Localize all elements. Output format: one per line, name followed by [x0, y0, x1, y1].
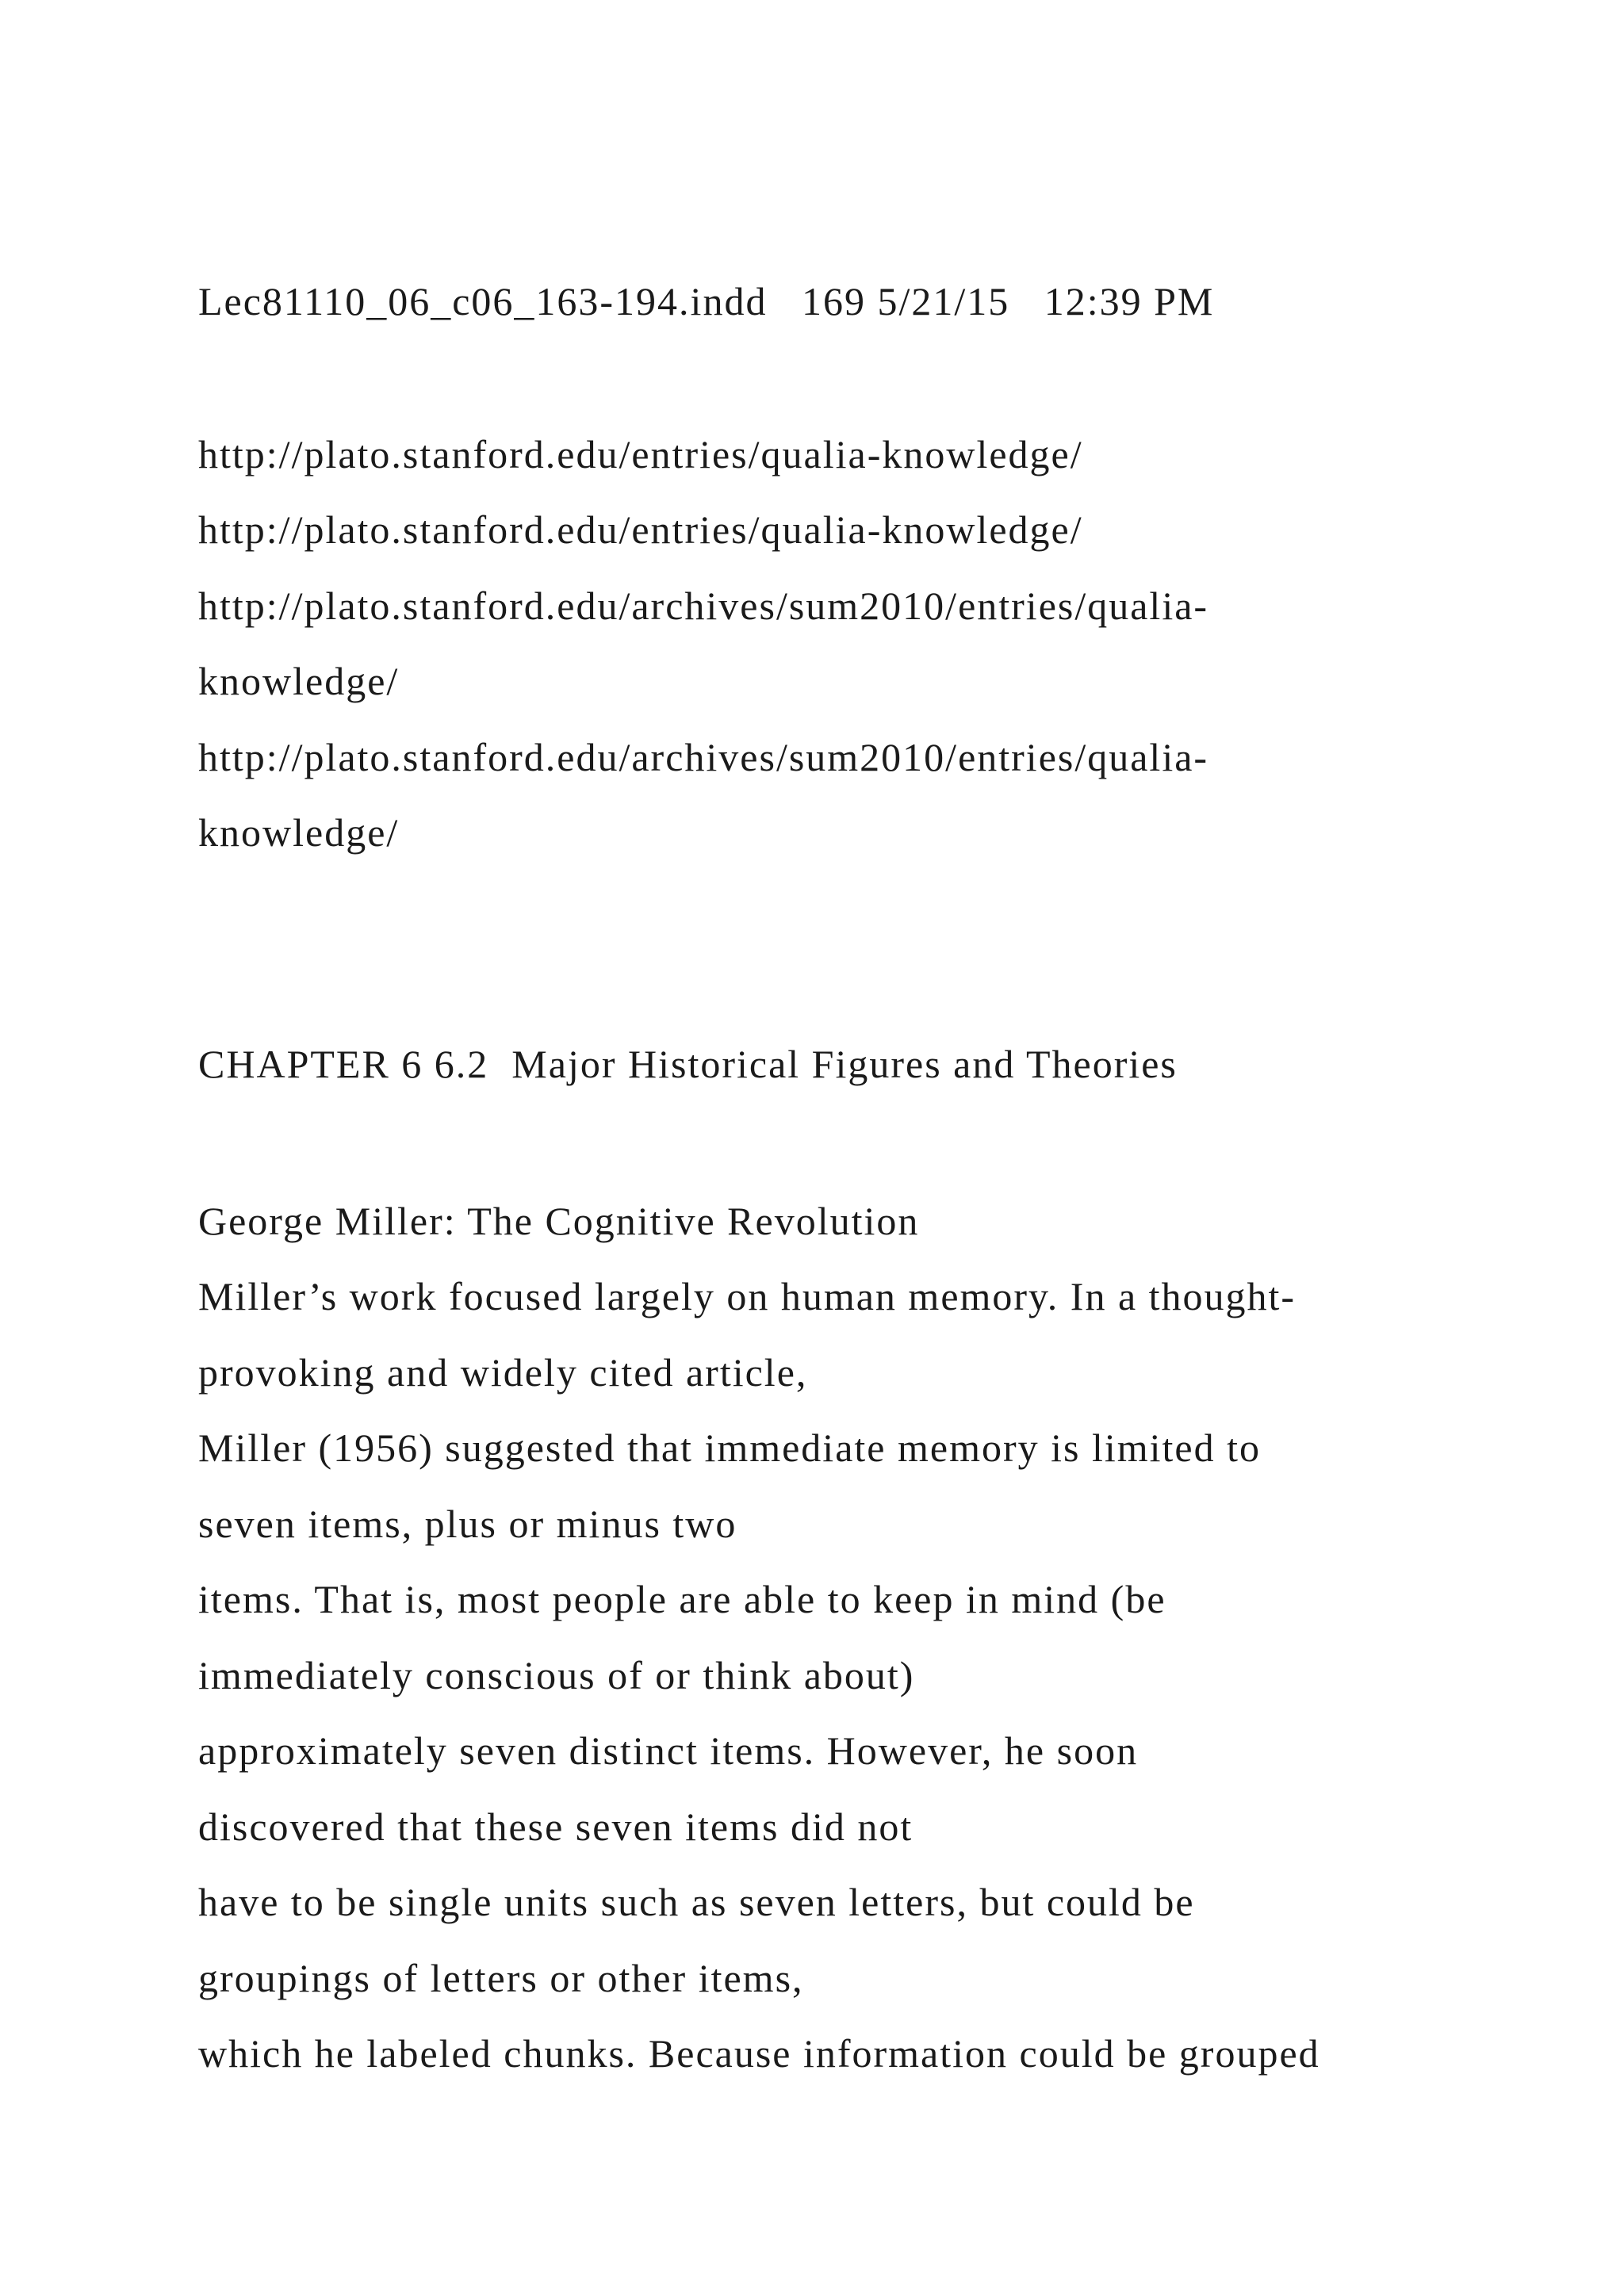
reference-link: http://plato.stanford.edu/archives/sum2010/entries/qualia- — [198, 735, 1209, 779]
reference-link: http://plato.stanford.edu/entries/qualia-knowledge/ — [198, 432, 1083, 476]
reference-link: http://plato.stanford.edu/entries/qualia-knowledge/ — [198, 507, 1083, 552]
body-line: discovered that these seven items did not — [198, 1804, 914, 1849]
reference-link-continuation: knowledge/ — [198, 659, 400, 703]
body-line: items. That is, most people are able to keep in mind (be — [198, 1577, 1166, 1621]
chapter-heading: CHAPTER 6 6.2 Major Historical Figures and Theories — [198, 1042, 1178, 1086]
section-title: George Miller: The Cognitive Revolution — [198, 1199, 920, 1243]
file-slug-line: Lec81110_06_c06_163-194.indd 169 5/21/15 12:39 PM — [198, 279, 1215, 323]
reference-link-continuation: knowledge/ — [198, 810, 400, 855]
body-line: Miller (1956) suggested that immediate memory is limited to — [198, 1425, 1261, 1470]
body-line: immediately conscious of or think about) — [198, 1653, 915, 1697]
reference-link: http://plato.stanford.edu/archives/sum2010/entries/qualia- — [198, 584, 1209, 628]
body-line: provoking and widely cited article, — [198, 1350, 808, 1395]
body-line: Miller’s work focused largely on human memory. In a thought- — [198, 1274, 1297, 1318]
body-line: groupings of letters or other items, — [198, 1956, 804, 2000]
body-line: approximately seven distinct items. However, he soon — [198, 1728, 1139, 1773]
body-line: have to be single units such as seven letters, but could be — [198, 1880, 1195, 1924]
body-line: which he labeled chunks. Because information could be grouped — [198, 2031, 1320, 2076]
body-line: seven items, plus or minus two — [198, 1502, 737, 1546]
